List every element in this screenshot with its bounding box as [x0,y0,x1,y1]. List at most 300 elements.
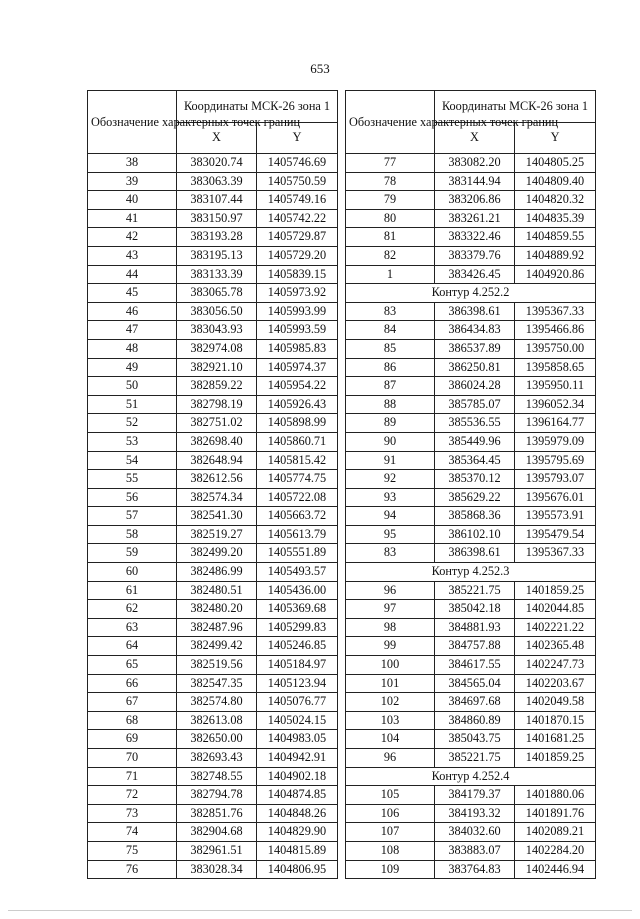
y-coordinate: 1404829.90 [257,823,338,842]
x-coordinate: 384617.55 [435,656,515,675]
right-table-body [346,154,596,879]
table-row [88,656,338,675]
point-id: 55 [88,470,177,489]
y-coordinate: 1401891.76 [515,804,596,823]
y-coordinate: 1404859.55 [515,228,596,247]
table-row [346,395,596,414]
point-id: 59 [88,544,177,563]
x-coordinate: 386024.28 [435,377,515,396]
point-id: 77 [346,154,435,173]
point-id: 94 [346,507,435,526]
point-id: 38 [88,154,177,173]
y-header: Y [257,122,338,154]
point-id: 108 [346,841,435,860]
x-coordinate: 383043.93 [177,321,257,340]
coords-header: Координаты МСК-26 зона 1 [435,91,596,123]
x-coordinate: 384032.60 [435,823,515,842]
x-coordinate: 382499.20 [177,544,257,563]
y-coordinate: 1402365.48 [515,637,596,656]
x-coordinate: 382519.27 [177,525,257,544]
y-coordinate: 1405839.15 [257,265,338,284]
y-coordinate: 1405299.83 [257,618,338,637]
table-row [346,358,596,377]
point-id: 43 [88,246,177,265]
table-row [346,488,596,507]
y-coordinate: 1405749.16 [257,191,338,210]
x-coordinate: 382486.99 [177,563,257,582]
y-coordinate: 1405973.92 [257,284,338,303]
table-row [346,544,596,563]
point-id: 83 [346,302,435,321]
x-coordinate: 383195.13 [177,246,257,265]
x-coordinate: 384565.04 [435,674,515,693]
point-id: 44 [88,265,177,284]
table-row [346,265,596,284]
point-id: 40 [88,191,177,210]
y-coordinate: 1404889.92 [515,246,596,265]
y-coordinate: 1405076.77 [257,693,338,712]
point-id: 69 [88,730,177,749]
point-id: 85 [346,339,435,358]
y-coordinate: 1405974.37 [257,358,338,377]
table-row [88,488,338,507]
point-id: 1 [346,265,435,284]
coordinates-table-left [87,90,338,879]
table-row [346,172,596,191]
y-coordinate: 1405246.85 [257,637,338,656]
x-coordinate: 383883.07 [435,841,515,860]
point-id: 66 [88,674,177,693]
x-coordinate: 386250.81 [435,358,515,377]
point-id: 91 [346,451,435,470]
x-coordinate: 385449.96 [435,432,515,451]
x-coordinate: 385364.45 [435,451,515,470]
point-id: 93 [346,488,435,507]
point-id: 84 [346,321,435,340]
point-id: 105 [346,786,435,805]
table-row [88,377,338,396]
point-id: 87 [346,377,435,396]
y-coordinate: 1395793.07 [515,470,596,489]
x-coordinate: 382961.51 [177,841,257,860]
y-coordinate: 1402221.22 [515,618,596,637]
coords-header: Координаты МСК-26 зона 1 [177,91,338,123]
x-coordinate: 382480.51 [177,581,257,600]
table-row [88,507,338,526]
coordinates-table-right [345,90,596,879]
table-row [346,804,596,823]
x-coordinate: 382519.56 [177,656,257,675]
point-id: 65 [88,656,177,675]
point-id: 97 [346,600,435,619]
x-coordinate: 382974.08 [177,339,257,358]
x-coordinate: 386398.61 [435,302,515,321]
point-id: 50 [88,377,177,396]
point-id: 73 [88,804,177,823]
table-row [346,414,596,433]
x-coordinate: 384757.88 [435,637,515,656]
y-coordinate: 1401859.25 [515,749,596,768]
point-id: 95 [346,525,435,544]
y-coordinate: 1405985.83 [257,339,338,358]
table-row [88,637,338,656]
y-coordinate: 1405729.87 [257,228,338,247]
y-coordinate: 1405436.00 [257,581,338,600]
table-row [88,525,338,544]
point-id: 51 [88,395,177,414]
x-coordinate: 383150.97 [177,209,257,228]
point-id: 68 [88,711,177,730]
y-coordinate: 1402044.85 [515,600,596,619]
contour-label: Контур 4.252.4 [346,767,596,786]
table-row [88,432,338,451]
point-id: 49 [88,358,177,377]
table-row [346,600,596,619]
x-coordinate: 382751.02 [177,414,257,433]
x-coordinate: 382574.80 [177,693,257,712]
table-row [346,525,596,544]
table-row [346,154,596,173]
table-row [346,749,596,768]
y-coordinate: 1395466.86 [515,321,596,340]
point-id: 99 [346,637,435,656]
table-row [88,711,338,730]
y-coordinate: 1405926.43 [257,395,338,414]
x-coordinate: 383133.39 [177,265,257,284]
x-coordinate: 383144.94 [435,172,515,191]
x-coordinate: 383261.21 [435,209,515,228]
y-coordinate: 1404805.25 [515,154,596,173]
y-coordinate: 1402247.73 [515,656,596,675]
table-row [88,860,338,879]
table-row [88,730,338,749]
y-header: Y [515,122,596,154]
table-row [88,804,338,823]
x-coordinate: 385221.75 [435,749,515,768]
x-coordinate: 385868.36 [435,507,515,526]
y-coordinate: 1396052.34 [515,395,596,414]
y-coordinate: 1405774.75 [257,470,338,489]
y-coordinate: 1405722.08 [257,488,338,507]
x-coordinate: 383379.76 [435,246,515,265]
y-coordinate: 1405815.42 [257,451,338,470]
x-coordinate: 382748.55 [177,767,257,786]
x-coordinate: 382612.56 [177,470,257,489]
table-row [88,246,338,265]
x-coordinate: 383764.83 [435,860,515,879]
x-coordinate: 382859.22 [177,377,257,396]
point-id: 92 [346,470,435,489]
point-id: 56 [88,488,177,507]
y-coordinate: 1401859.25 [515,581,596,600]
y-coordinate: 1405123.94 [257,674,338,693]
point-id: 104 [346,730,435,749]
y-coordinate: 1395367.33 [515,302,596,321]
x-coordinate: 382693.43 [177,749,257,768]
point-id: 106 [346,804,435,823]
x-coordinate: 384697.68 [435,693,515,712]
table-row [88,470,338,489]
table-row [346,302,596,321]
table-row [346,674,596,693]
table-row [88,395,338,414]
contour-label: Контур 4.252.2 [346,284,596,303]
y-coordinate: 1404902.18 [257,767,338,786]
point-id: 48 [88,339,177,358]
table-row [346,228,596,247]
y-coordinate: 1405024.15 [257,711,338,730]
table-row [346,860,596,879]
y-coordinate: 1395367.33 [515,544,596,563]
table-row [346,711,596,730]
x-coordinate: 382547.35 [177,674,257,693]
y-coordinate: 1404815.89 [257,841,338,860]
point-id: 70 [88,749,177,768]
page-number: 653 [310,61,330,76]
table-row [346,730,596,749]
x-coordinate: 382499.42 [177,637,257,656]
y-coordinate: 1395573.91 [515,507,596,526]
point-id: 83 [346,544,435,563]
x-coordinate: 385629.22 [435,488,515,507]
point-id: 102 [346,693,435,712]
point-id: 107 [346,823,435,842]
point-id: 64 [88,637,177,656]
table-row [346,656,596,675]
y-coordinate: 1405993.59 [257,321,338,340]
x-coordinate: 383107.44 [177,191,257,210]
table-row [88,600,338,619]
x-coordinate: 382904.68 [177,823,257,842]
y-coordinate: 1405742.22 [257,209,338,228]
point-id: 46 [88,302,177,321]
table-row [346,432,596,451]
table-row [88,228,338,247]
y-coordinate: 1395676.01 [515,488,596,507]
table-row [346,693,596,712]
x-coordinate: 382574.34 [177,488,257,507]
point-id: 86 [346,358,435,377]
contour-label: Контур 4.252.3 [346,563,596,582]
y-coordinate: 1404809.40 [515,172,596,191]
x-coordinate: 385785.07 [435,395,515,414]
table-row [88,693,338,712]
y-coordinate: 1404806.95 [257,860,338,879]
point-id: 103 [346,711,435,730]
x-coordinate: 382480.20 [177,600,257,619]
table-row [88,321,338,340]
x-coordinate: 383193.28 [177,228,257,247]
table-row [88,674,338,693]
point-id: 72 [88,786,177,805]
x-coordinate: 383206.86 [435,191,515,210]
point-id: 96 [346,581,435,600]
table-row [88,451,338,470]
x-coordinate: 382541.30 [177,507,257,526]
x-coordinate: 383322.46 [435,228,515,247]
y-coordinate: 1401870.15 [515,711,596,730]
table-row [346,470,596,489]
y-coordinate: 1402049.58 [515,693,596,712]
y-coordinate: 1405613.79 [257,525,338,544]
y-coordinate: 1395750.00 [515,339,596,358]
x-coordinate: 386398.61 [435,544,515,563]
point-id: 61 [88,581,177,600]
y-coordinate: 1405750.59 [257,172,338,191]
table-row [88,563,338,582]
x-coordinate: 383426.45 [435,265,515,284]
y-coordinate: 1402446.94 [515,860,596,879]
x-coordinate: 384179.37 [435,786,515,805]
point-id: 80 [346,209,435,228]
y-coordinate: 1402284.20 [515,841,596,860]
point-id: 100 [346,656,435,675]
x-coordinate: 385221.75 [435,581,515,600]
x-coordinate: 384193.32 [435,804,515,823]
point-id: 67 [88,693,177,712]
table-row [88,841,338,860]
table-row [88,154,338,173]
x-coordinate: 382613.08 [177,711,257,730]
table-row [88,749,338,768]
x-header: X [177,122,257,154]
y-coordinate: 1405663.72 [257,507,338,526]
table-row [346,191,596,210]
x-header: X [435,122,515,154]
point-id: 62 [88,600,177,619]
point-id: 45 [88,284,177,303]
y-coordinate: 1395858.65 [515,358,596,377]
point-id: 60 [88,563,177,582]
point-id: 42 [88,228,177,247]
y-coordinate: 1405493.57 [257,563,338,582]
table-row [346,321,596,340]
scan-edge-line [8,910,632,911]
y-coordinate: 1402203.67 [515,674,596,693]
y-coordinate: 1404835.39 [515,209,596,228]
y-coordinate: 1395795.69 [515,451,596,470]
x-coordinate: 383065.78 [177,284,257,303]
table-row [88,618,338,637]
point-id: 109 [346,860,435,879]
x-coordinate: 382698.40 [177,432,257,451]
point-header: Обозначение характерных точек границ [88,91,177,154]
point-id: 52 [88,414,177,433]
y-coordinate: 1401681.25 [515,730,596,749]
x-coordinate: 383020.74 [177,154,257,173]
y-coordinate: 1405898.99 [257,414,338,433]
contour-row [346,767,596,786]
point-id: 75 [88,841,177,860]
point-id: 71 [88,767,177,786]
table-row [88,191,338,210]
point-id: 57 [88,507,177,526]
left-table-body [88,154,338,879]
table-row [88,544,338,563]
y-coordinate: 1395979.09 [515,432,596,451]
point-id: 78 [346,172,435,191]
table-row [88,172,338,191]
x-coordinate: 382648.94 [177,451,257,470]
x-coordinate: 384860.89 [435,711,515,730]
x-coordinate: 384881.93 [435,618,515,637]
y-coordinate: 1401880.06 [515,786,596,805]
table-row [346,209,596,228]
table-row [88,786,338,805]
table-row [88,209,338,228]
y-coordinate: 1405860.71 [257,432,338,451]
y-coordinate: 1405369.68 [257,600,338,619]
y-coordinate: 1405551.89 [257,544,338,563]
table-row [346,786,596,805]
x-coordinate: 382921.10 [177,358,257,377]
table-row [346,637,596,656]
y-coordinate: 1395479.54 [515,525,596,544]
point-id: 98 [346,618,435,637]
x-coordinate: 382851.76 [177,804,257,823]
point-id: 54 [88,451,177,470]
y-coordinate: 1405184.97 [257,656,338,675]
x-coordinate: 385043.75 [435,730,515,749]
x-coordinate: 382650.00 [177,730,257,749]
contour-row [346,284,596,303]
y-coordinate: 1404983.05 [257,730,338,749]
table-row [88,265,338,284]
point-id: 81 [346,228,435,247]
y-coordinate: 1402089.21 [515,823,596,842]
point-id: 58 [88,525,177,544]
table-row [346,451,596,470]
x-coordinate: 382794.78 [177,786,257,805]
table-row [88,284,338,303]
table-row [346,618,596,637]
table-row [346,507,596,526]
x-coordinate: 386434.83 [435,321,515,340]
x-coordinate: 383028.34 [177,860,257,879]
point-id: 63 [88,618,177,637]
point-id: 41 [88,209,177,228]
point-id: 101 [346,674,435,693]
y-coordinate: 1396164.77 [515,414,596,433]
y-coordinate: 1404874.85 [257,786,338,805]
point-header: Обозначение характерных точек границ [346,91,435,154]
contour-row [346,563,596,582]
x-coordinate: 385042.18 [435,600,515,619]
point-id: 76 [88,860,177,879]
table-row [88,302,338,321]
y-coordinate: 1395950.11 [515,377,596,396]
table-row [88,767,338,786]
point-id: 79 [346,191,435,210]
x-coordinate: 385370.12 [435,470,515,489]
y-coordinate: 1404942.91 [257,749,338,768]
table-row [346,246,596,265]
table-row [88,339,338,358]
table-row [346,823,596,842]
table-row [88,581,338,600]
x-coordinate: 386102.10 [435,525,515,544]
point-id: 74 [88,823,177,842]
x-coordinate: 386537.89 [435,339,515,358]
table-row [88,823,338,842]
point-id: 90 [346,432,435,451]
table-row [346,377,596,396]
y-coordinate: 1405993.99 [257,302,338,321]
point-id: 47 [88,321,177,340]
x-coordinate: 382487.96 [177,618,257,637]
point-id: 82 [346,246,435,265]
x-coordinate: 383056.50 [177,302,257,321]
